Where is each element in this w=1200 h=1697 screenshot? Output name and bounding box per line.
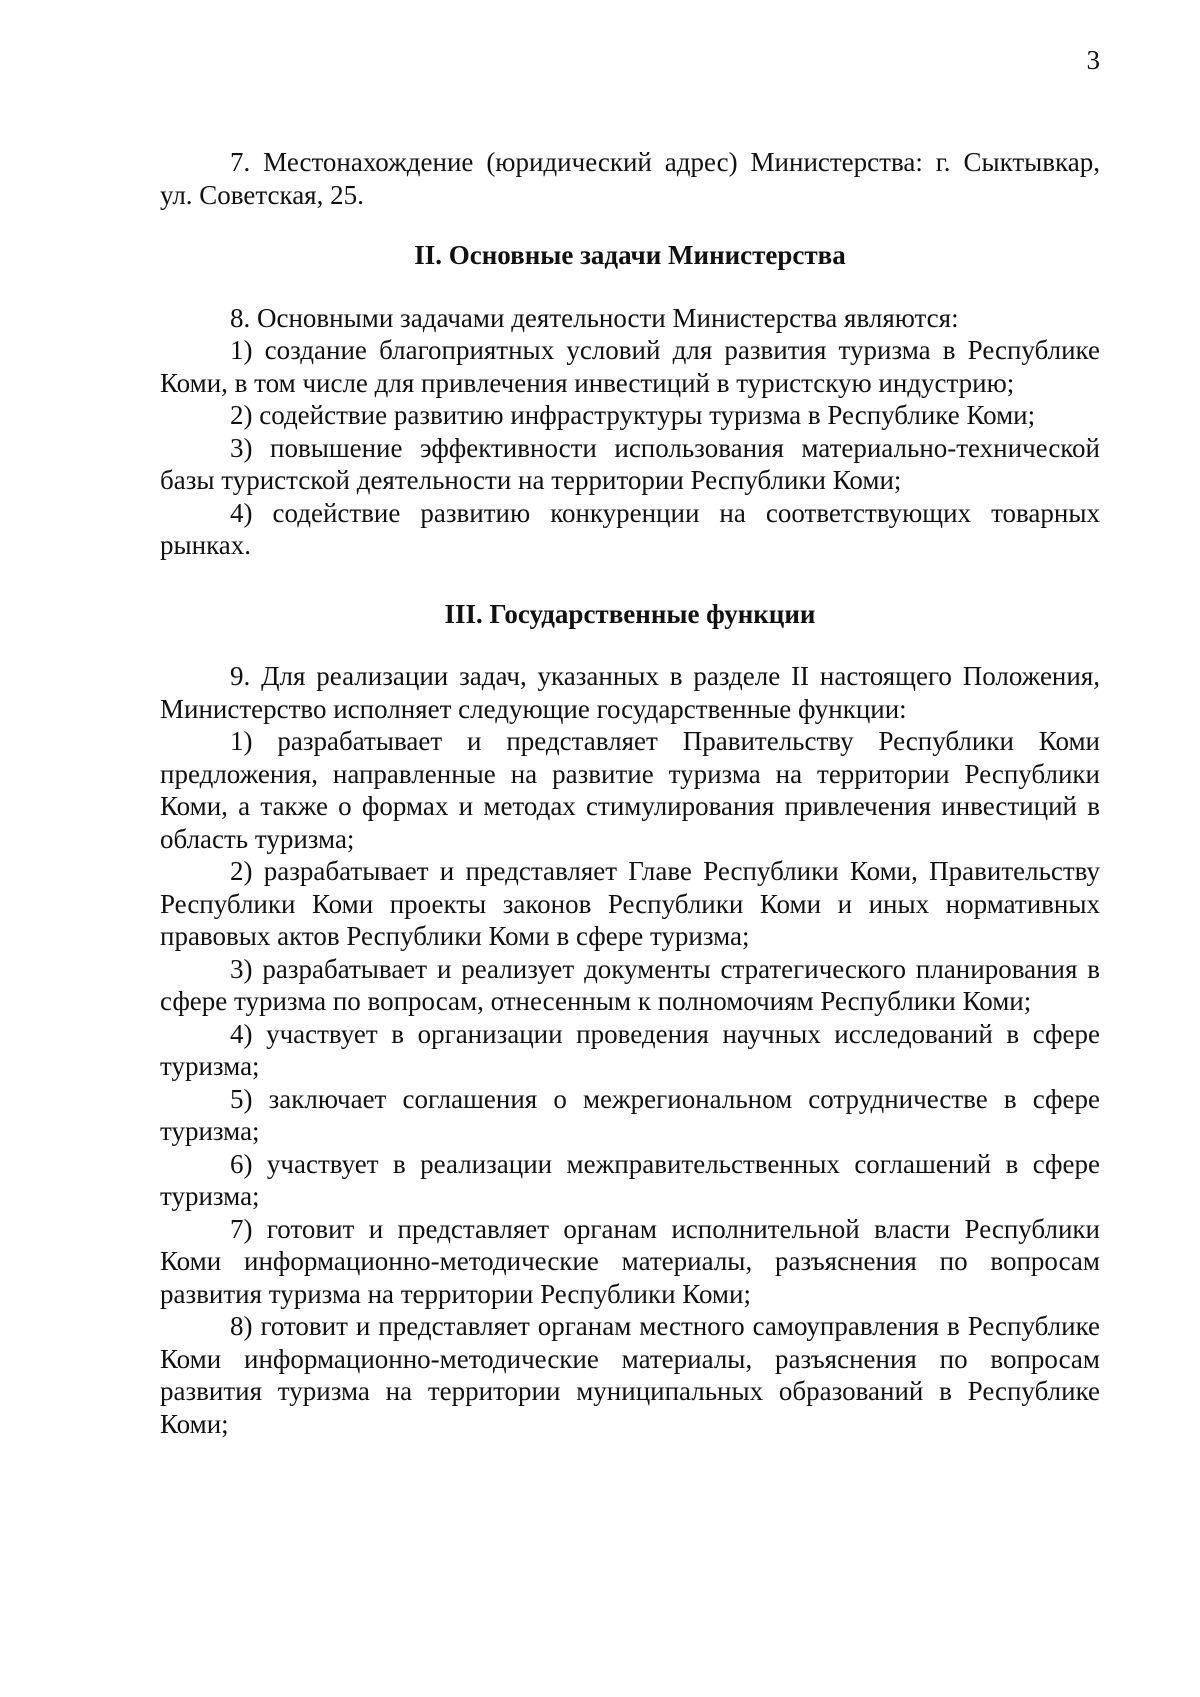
section-2-item-3: 3) повышение эффективности использования материально-технической базы туристской деятельности на территории Республики Коми;: [160, 432, 1100, 495]
section-2-item-4: 4) содействие развитию конкуренции на соответствующих товарных рынках.: [160, 497, 1100, 560]
section-3-item-4: 4) участвует в организации проведения научных исследований в сфере туризма;: [160, 1018, 1100, 1081]
section-3-item-8: 8) готовит и представляет органам местного самоуправления в Республике Коми информационно-методические материалы, разъяснения по вопросам развития туризма на территории муниципальных образований в Республике Коми;: [160, 1311, 1100, 1439]
section-3-item-2: 2) разрабатывает и представляет Главе Республики Коми, Правительству Республики Коми проекты законов Республики Коми и иных нормативных правовых актов Республики Коми в сфере туризма;: [160, 856, 1100, 951]
paragraph-8-intro: 8. Основными задачами деятельности Министерства являются:: [230, 302, 959, 333]
section-3-item-3: 3) разрабатывает и реализует документы стратегического планирования в сфере туризма по вопросам, отнесенным к полномочиям Республики Коми;: [160, 953, 1100, 1016]
section-3-item-6: 6) участвует в реализации межправительственных соглашений в сфере туризма;: [160, 1148, 1100, 1211]
section-3-item-5: 5) заключает соглашения о межрегиональном сотрудничестве в сфере туризма;: [160, 1083, 1100, 1146]
section-3-item-7: 7) готовит и представляет органам исполнительной власти Республики Коми информационно-методические материалы, разъяснения по вопросам развития туризма на территории Республики Коми;: [160, 1213, 1100, 1309]
paragraph-9-intro: 9. Для реализации задач, указанных в разделе II настоящего Положения, Министерство исполняет следующие государственные функции:: [160, 661, 1100, 724]
section-2-heading: II. Основные задачи Министерства: [414, 240, 846, 270]
paragraph-7-location: 7. Местонахождение (юридический адрес) Министерства: г. Сыктывкар, ул. Советская, 25.: [160, 147, 1100, 210]
section-2-item-1: 1) создание благоприятных условий для развития туризма в Республике Коми, в том числе для привлечения инвестиций в туристскую индустрию;: [160, 335, 1100, 398]
document-body: [160, 146, 1100, 1440]
section-3-item-1: 1) разрабатывает и представляет Правительству Республики Коми предложения, направленные на развитие туризма на территории Республики Коми, а также о формах и методах стимулирования привлечения инвестиций в область туризма;: [160, 726, 1100, 854]
section-3-heading: III. Государственные функции: [444, 598, 816, 629]
section-2-item-2: 2) содействие развитию инфраструктуры туризма в Республике Коми;: [230, 400, 1036, 430]
page-number: 3: [1086, 45, 1100, 75]
